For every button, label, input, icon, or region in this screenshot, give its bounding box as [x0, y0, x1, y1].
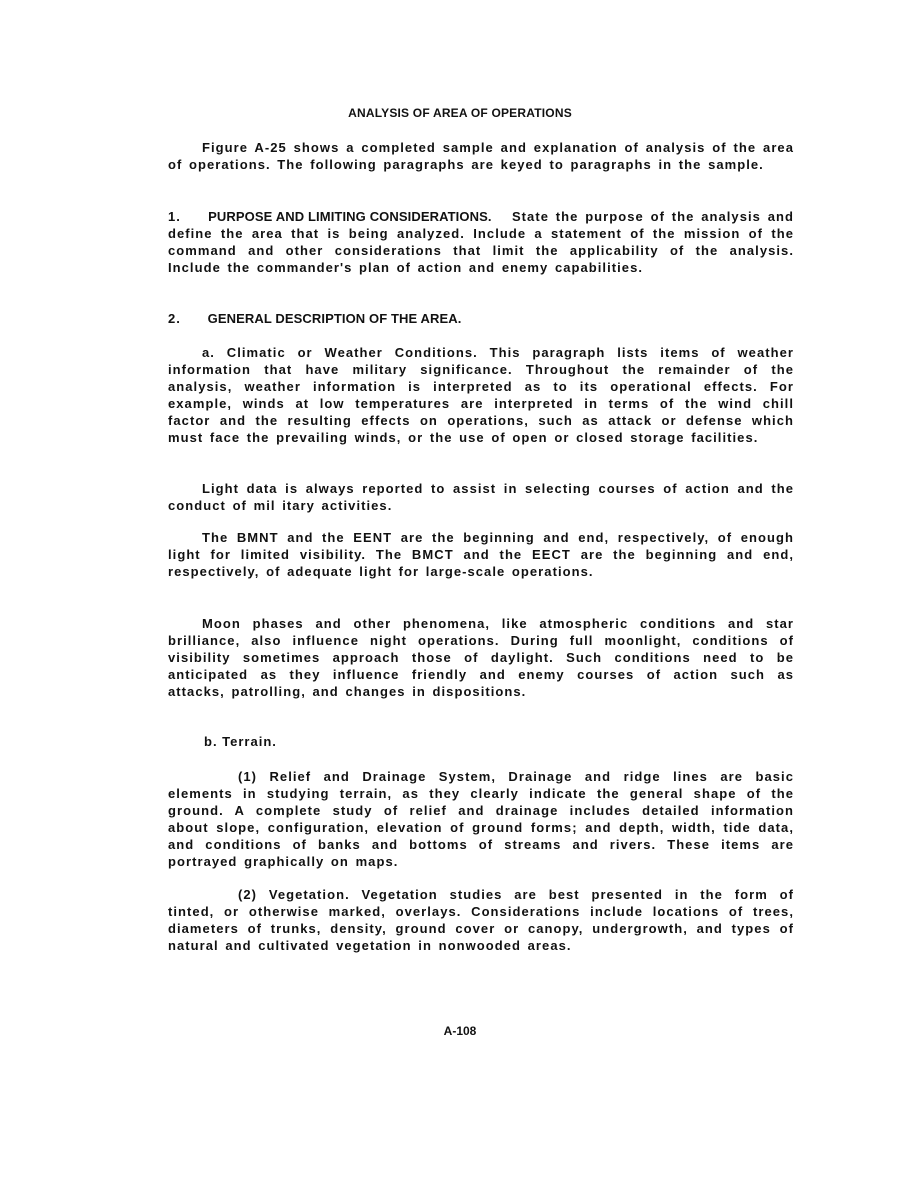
section-1-heading: PURPOSE AND LIMITING CONSIDERATIONS. — [208, 209, 492, 224]
section-2-number: 2. — [168, 311, 181, 326]
section-1-number: 1. — [168, 209, 181, 224]
page-number: A-108 — [443, 1024, 477, 1038]
paragraph-a-climatic: a. Climatic or Weather Conditions. This paragraph lists items of weather information that have military significance. Throughout the remainder of the analysis, weather information is interpreted as to its operational effects. For example, winds at low temperatures are interpreted in terms of the wind chill factor and the resulting effects on operations, such as attack or defense which must face the prevailing winds, or the use of open or closed storage facilities. — [168, 345, 794, 445]
section-1-text: State the purpose of the analysis and define the area that is being analyzed. Include a statement of the mission of the command and other considerations that limit the applicability of the analysis. Include the commander's plan of action and enemy capabilities. — [168, 209, 794, 275]
intro-paragraph: Figure A-25 shows a completed sample and explanation of analysis of the area of operations. The following paragraphs are keyed to paragraphs in the sample. — [168, 140, 794, 172]
paragraph-vegetation: (2) Vegetation. Vegetation studies are best presented in the form of tinted, or otherwise marked, overlays. Considerations include locations of trees, diameters of trunks, density, ground cover or canopy, undergrowth, and types of natural and cultivated vegetation in nonwooded areas. — [168, 887, 794, 953]
section-1-paragraph — [168, 208, 794, 276]
subheading-terrain: b. Terrain. — [204, 734, 277, 749]
page-title: ANALYSIS OF AREA OF OPERATIONS — [348, 106, 572, 120]
paragraph-moon-phases: Moon phases and other phenomena, like atmospheric conditions and star brilliance, also influence night operations. During full moonlight, conditions of visibility sometimes approach those of daylight. Such conditions need to be anticipated as they influence friendly and enemy courses of action such as attacks, patrolling, and changes in dispositions. — [168, 616, 794, 699]
paragraph-relief-drainage: (1) Relief and Drainage System, Drainage and ridge lines are basic elements in studying terrain, as they clearly indicate the general shape of the ground. A complete study of relief and drainage includes detailed information about slope, configuration, elevation of ground forms; and depth, width, tide data, and conditions of banks and bottoms of streams and rivers. These items are portrayed graphically on maps. — [168, 769, 794, 869]
paragraph-light-data: Light data is always reported to assist in selecting courses of action and the conduct of mil itary activities. — [168, 481, 794, 513]
section-2-heading: GENERAL DESCRIPTION OF THE AREA. — [207, 311, 462, 326]
section-2-heading-line — [168, 310, 794, 327]
paragraph-bmnt-eent: The BMNT and the EENT are the beginning and end, respectively, of enough light for limited visibility. The BMCT and the EECT are the beginning and end, respectively, of adequate light for large-scale operations. — [168, 530, 794, 579]
